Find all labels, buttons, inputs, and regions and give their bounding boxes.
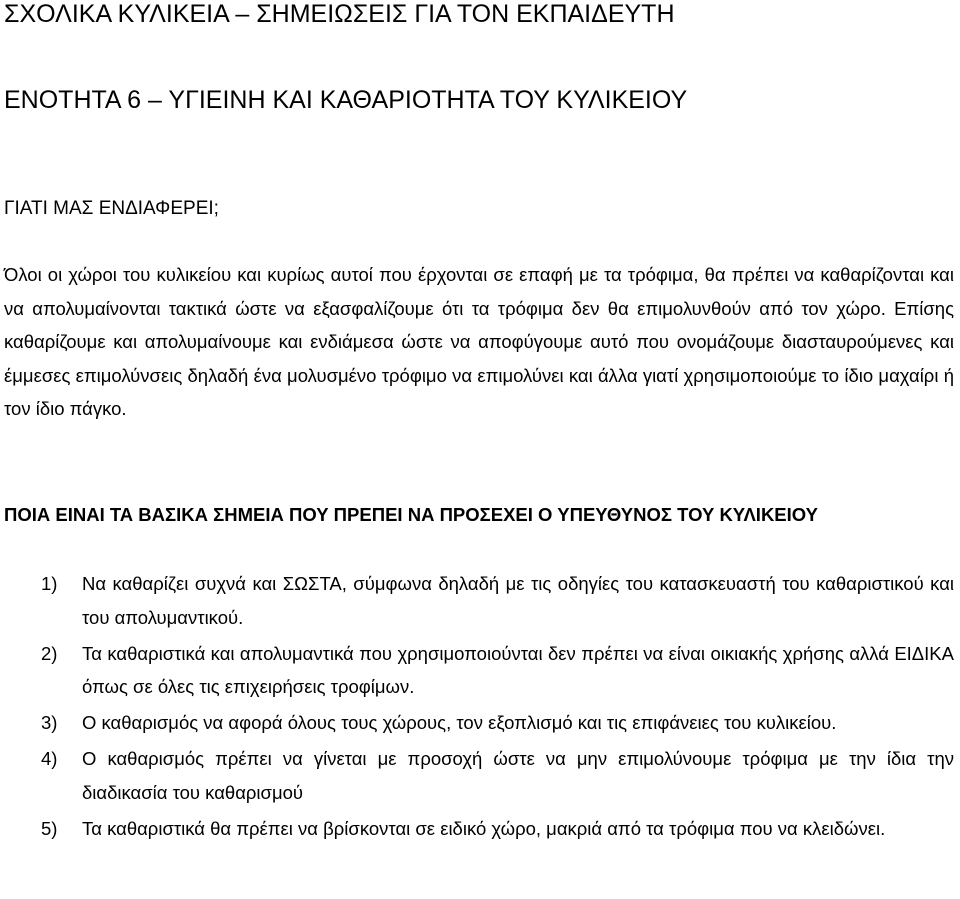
list-item [4, 812, 954, 846]
list-item-text: Τα καθαριστικά θα πρέπει να βρίσκονται σε ειδικό χώρο, μακριά από τα τρόφιμα που να κλειδώνει. [82, 817, 886, 839]
list-item [4, 567, 954, 634]
list-item-number: 5) [41, 817, 58, 839]
why-heading: ΓΙΑΤΙ ΜΑΣ ΕΝΔΙΑΦΕΡΕΙ; [4, 198, 219, 219]
list-item-number: 2) [41, 642, 58, 664]
unit-title: ΕΝΟΤΗΤΑ 6 – ΥΓΙΕΙΝΗ ΚΑΙ ΚΑΘΑΡΙΟΤΗΤΑ ΤΟΥ ΚΥΛΙΚΕΙΟΥ [4, 86, 688, 114]
list-item-text: Ο καθαρισμός πρέπει να γίνεται με προσοχή ώστε να μην επιμολύνουμε τρόφιμα με την ίδια την διαδικασία του καθαρισμού [82, 748, 954, 803]
document-title: ΣΧΟΛΙΚΑ ΚΥΛΙΚΕΙΑ – ΣΗΜΕΙΩΣΕΙΣ ΓΙΑ ΤΟΝ ΕΚΠΑΙΔΕΥΤΗ [4, 0, 675, 28]
list-item [4, 637, 954, 704]
list-item-number: 3) [41, 712, 58, 733]
list-item [4, 706, 954, 740]
list-item [4, 742, 954, 809]
list-item-number: 4) [41, 748, 58, 769]
list-item-text: Να καθαρίζει συχνά και ΣΩΣΤΑ, σύμφωνα δηλαδή με τις οδηγίες του κατασκευαστή του καθαριστικού και του απολυμαντικού. [82, 573, 954, 628]
list-item-number: 1) [41, 573, 58, 594]
intro-paragraph: Όλοι οι χώροι του κυλικείου και κυρίως αυτοί που έρχονται σε επαφή με τα τρόφιμα, θα πρέπει να καθαρίζονται και να απολυμαίνονται τακτικά ώστε να εξασφαλίζουμε ότι τα τρόφιμα δεν θα επιμολυνθούν από τον χώρο. Επίσης καθαρίζουμε και απολυμαίνουμε και ενδιάμεσα ώστε να αποφύγουμε αυτό που ονομάζουμε διασταυρούμενες και έμμεσες επιμολύνσεις δηλαδή ένα μολυσμένο τρόφιμο να επιμολύνει και άλλα γιατί χρησιμοποιούμε το ίδιο μαχαίρι ή τον ίδιο πάγκο. [4, 264, 954, 419]
points-list [4, 567, 954, 848]
list-item-text: Τα καθαριστικά και απολυμαντικά που χρησιμοποιούνται δεν πρέπει να είναι οικιακής χρήσης αλλά ΕΙΔΙΚΑ όπως σε όλες τις επιχειρήσεις τροφίμων. [82, 642, 954, 697]
list-item-text: Ο καθαρισμός να αφορά όλους τους χώρους, τον εξοπλισμό και τις επιφάνειες του κυλικείου. [82, 712, 837, 733]
section-heading: ΠΟΙΑ ΕΙΝΑΙ ΤΑ ΒΑΣΙΚΑ ΣΗΜΕΙΑ ΠΟΥ ΠΡΕΠΕΙ ΝΑ ΠΡΟΣΕΧΕΙ Ο ΥΠΕΥΘΥΝΟΣ ΤΟΥ ΚΥΛΙΚΕΙΟΥ [4, 504, 818, 525]
